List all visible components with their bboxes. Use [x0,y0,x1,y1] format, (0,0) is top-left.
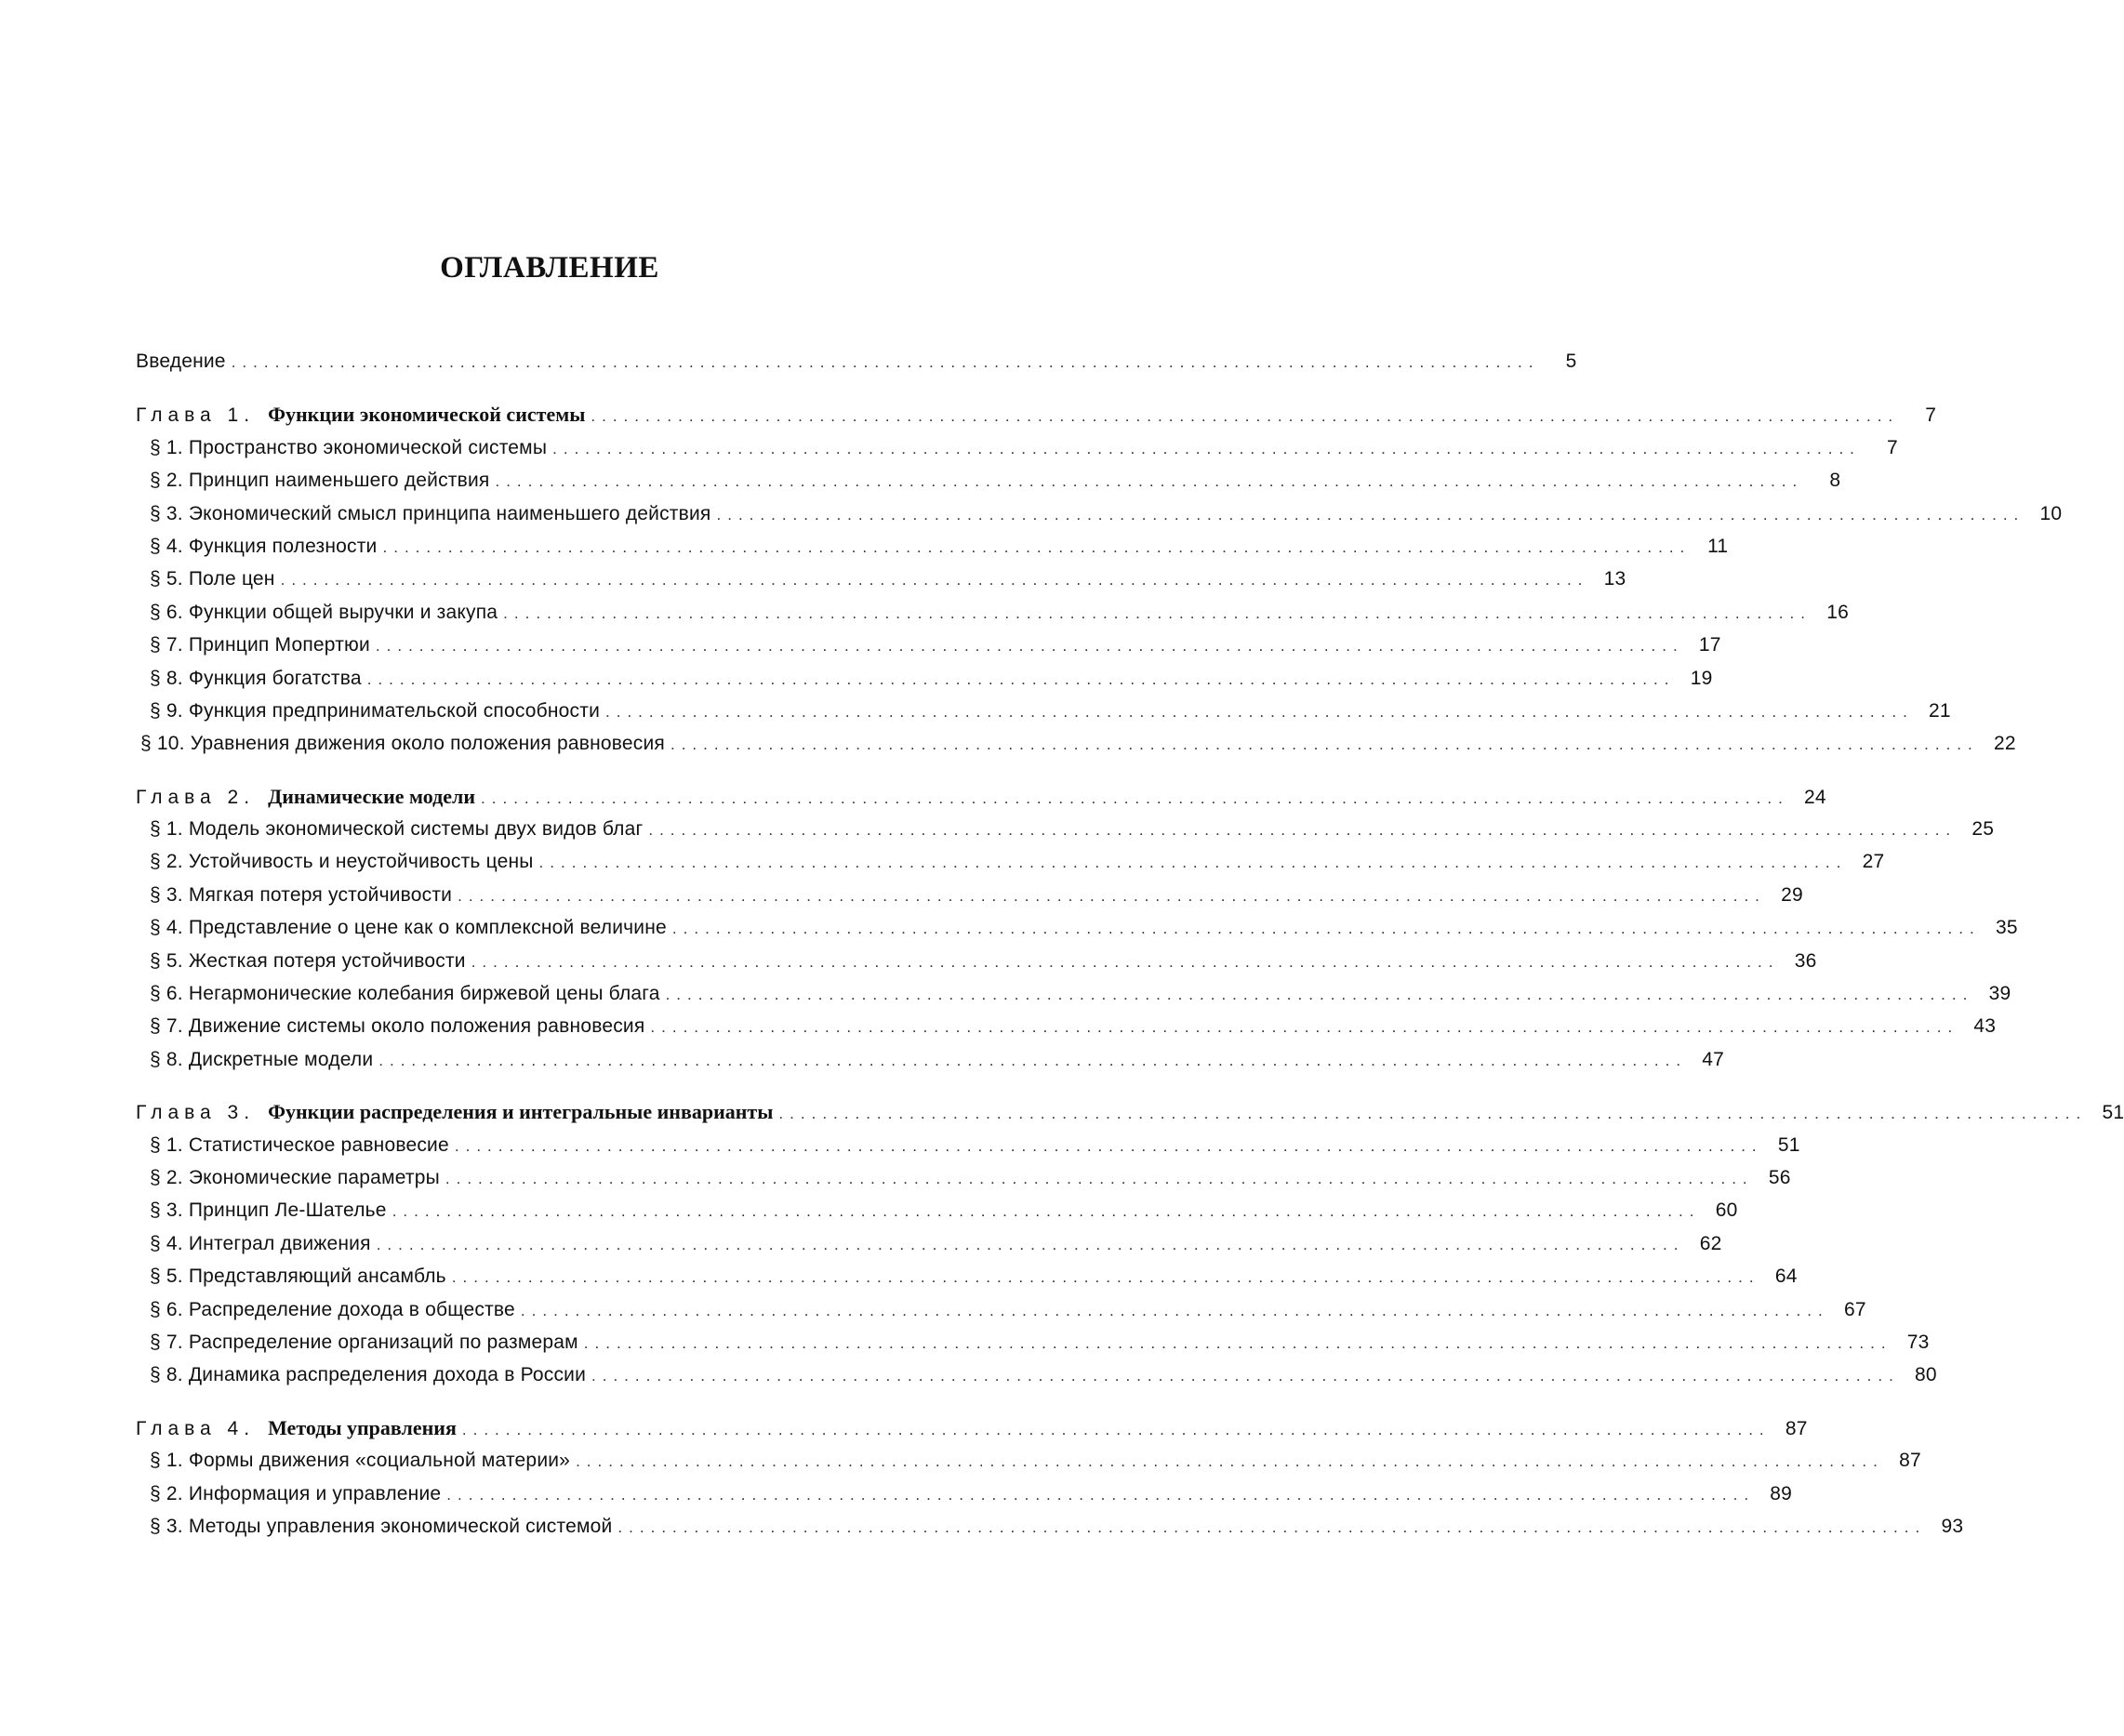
section-label: § 3. Принцип Ле-Шателье [150,1199,387,1222]
page-title: ОГЛАВЛЕНИЕ [440,251,659,285]
toc-section-3-1 [136,1129,1800,1161]
section-label: § 4. Интеграл движения [150,1232,371,1254]
toc-section-2-1 [136,813,1995,845]
section-label: § 4. Представление о цене как о комплексной величине [150,917,667,939]
toc-page-number: 87 [1899,1450,1921,1472]
toc-page-number: 51 [1777,1133,1800,1156]
toc-section-1-7 [136,629,1721,661]
chapter-gap [136,761,962,780]
toc-section-1-9 [136,695,1951,727]
toc-page-number: 22 [1993,733,2016,755]
toc-section-3-6 [136,1293,1866,1326]
leader-dots: ........................................................................................................................ [538,854,1848,872]
leader-dots: ........................................................................................................................ [446,1485,1756,1504]
toc-section-2-6 [136,977,2011,1010]
toc-page-number: 47 [1702,1048,1725,1070]
toc-page-number: 60 [1715,1199,1738,1222]
leader-dots: ........................................................................................................................ [778,1105,2088,1123]
chapter-title: Функции распределения и интегральные инварианты [268,1100,774,1124]
section-label: § 7. Движение системы около положения равновесия [150,1015,645,1038]
toc-entry-label: Введение [136,351,226,372]
toc-page-number: 13 [1603,568,1626,590]
leader-dots: ........................................................................................................................ [670,735,1979,754]
leader-dots: ........................................................................................................................ [445,1169,1754,1187]
leader-dots: ........................................................................................................................ [375,637,1684,656]
leader-dots: ........................................................................................................................ [458,886,1766,905]
toc-page-number: 35 [1995,917,2018,939]
section-label: § 9. Функция предпринимательской способности [150,699,601,722]
toc-section-3-4 [136,1227,1722,1260]
leader-dots: ........................................................................................................................ [481,788,1789,807]
toc-section-1-6 [136,596,1849,629]
toc-section-1-1 [136,431,1898,464]
leader-dots: ........................................................................................................................ [280,571,1589,590]
leader-dots: ........................................................................................................................ [495,472,1804,491]
leader-dots: ........................................................................................................................ [231,353,1540,371]
toc-page-number: 10 [2039,502,2063,524]
section-label: § 6. Функции общей выручки и закупа [150,601,498,623]
section-label: § 6. Распределение дохода в обществе [150,1298,515,1320]
toc-page-number: 7 [1925,404,1937,427]
toc-page-number: 11 [1707,535,1729,557]
leader-dots: ........................................................................................................................ [576,1452,1884,1471]
toc-page-number: 36 [1794,949,1817,972]
toc-section-1-8 [136,662,1713,695]
table-of-contents [136,345,2124,1543]
section-label: § 3. Методы управления экономической системой [150,1515,613,1537]
section-label: § 7. Принцип Мопертюи [150,634,370,656]
section-label: § 4. Функция полезности [150,535,378,557]
toc-page-number: 43 [1973,1015,1997,1038]
toc-page-number: 51 [2102,1102,2124,1124]
toc-section-4-3 [136,1510,1964,1543]
section-label: § 2. Принцип наименьшего действия [150,470,490,492]
toc-section-1-2 [136,464,1841,497]
toc-page-number: 73 [1906,1331,1930,1353]
leader-dots: ........................................................................................................................ [376,1235,1685,1253]
toc-page-number: 67 [1843,1298,1866,1320]
toc-section-3-8 [136,1358,1937,1391]
chapter-title: Динамические модели [268,784,476,808]
toc-page-number: 5 [1565,351,1577,372]
toc-page-number: 89 [1770,1482,1793,1504]
toc-page-number: 64 [1774,1266,1798,1288]
toc-chapter-1 [136,398,1937,431]
chapter-number: Глава 2. [136,786,256,808]
toc-section-4-1 [136,1444,1921,1477]
leader-dots: ........................................................................................................................ [671,920,1981,938]
toc-section-1-3 [136,497,2063,530]
toc-page-number: 56 [1768,1166,1791,1188]
toc-page-number: 87 [1785,1417,1808,1439]
chapter-title: Функции экономической системы [268,403,586,427]
toc-section-2-3 [136,879,1803,911]
section-label: § 10. Уравнения движения около положения равновесия [140,733,665,755]
toc-page-number: 16 [1826,601,1849,623]
toc-section-2-4 [136,911,2018,944]
toc-section-1-5 [136,563,1626,595]
chapter-number: Глава 3. [136,1102,256,1124]
section-label: § 2. Информация и управление [150,1482,442,1504]
section-label: § 1. Модель экономической системы двух видов благ [150,818,644,841]
toc-chapter-2 [136,780,1826,813]
leader-dots: ........................................................................................................................ [605,702,1914,721]
toc-section-4-2 [136,1478,1793,1510]
leader-dots: ........................................................................................................................ [454,1136,1763,1155]
leader-dots: ........................................................................................................................ [366,669,1676,688]
section-label: § 1. Формы движения «социальной материи» [150,1450,571,1472]
chapter-gap [136,1076,962,1095]
section-label: § 7. Распределение организаций по размерам [150,1331,578,1353]
toc-page-number: 7 [1887,436,1898,458]
toc-page-number: 62 [1699,1232,1722,1254]
chapter-title: Методы управления [268,1415,457,1439]
toc-page-number: 25 [1971,818,1995,841]
leader-dots: ........................................................................................................................ [591,1367,1900,1385]
toc-section-3-5 [136,1260,1798,1292]
chapter-gap [136,378,962,398]
leader-dots: ........................................................................................................................ [716,505,2025,523]
toc-section-3-7 [136,1326,1930,1358]
section-label: § 6. Негармонические колебания биржевой цены блага [150,983,660,1005]
leader-dots: ........................................................................................................................ [583,1333,1892,1352]
chapter-number: Глава 1. [136,404,256,427]
toc-section-3-2 [136,1161,1791,1194]
leader-dots: ........................................................................................................................ [382,537,1692,556]
toc-page-number: 39 [1988,983,2011,1005]
toc-page-number: 24 [1804,786,1826,808]
leader-dots: ........................................................................................................................ [503,603,1812,622]
toc-entry-intro [136,345,1577,378]
toc-page-number: 19 [1690,667,1713,689]
section-label: § 2. Экономические параметры [150,1166,440,1188]
chapter-gap [136,1392,962,1411]
chapter-heading [136,398,585,431]
leader-dots: ........................................................................................................................ [648,821,1958,840]
chapter-number: Глава 4. [136,1417,256,1439]
toc-page-number: 93 [1941,1515,1964,1537]
section-label: § 8. Дискретные модели [150,1048,374,1070]
toc-section-1-10 [136,727,2016,760]
chapter-heading [136,1411,457,1445]
toc-chapter-3 [136,1095,2124,1128]
toc-section-1-4 [136,530,1729,563]
toc-page-number: 8 [1829,470,1841,492]
leader-dots: ........................................................................................................................ [461,1420,1771,1438]
section-label: § 5. Жесткая потеря устойчивости [150,949,466,972]
toc-section-2-2 [136,845,1885,878]
leader-dots: ........................................................................................................................ [451,1268,1760,1287]
chapter-heading [136,780,475,814]
section-label: § 3. Экономический смысл принципа наименьшего действия [150,502,711,524]
leader-dots: ........................................................................................................................ [520,1301,1829,1319]
section-label: § 1. Пространство экономической системы [150,436,548,458]
section-label: § 1. Статистическое равновесие [150,1133,449,1156]
toc-page-number: 29 [1781,883,1803,906]
toc-page-number: 17 [1698,634,1721,656]
section-label: § 8. Динамика распределения дохода в России [150,1364,587,1386]
toc-section-2-8 [136,1043,1725,1076]
leader-dots: ........................................................................................................................ [665,986,1974,1004]
leader-dots: ........................................................................................................................ [650,1018,1959,1037]
leader-dots: ........................................................................................................................ [591,407,1900,426]
section-label: § 8. Функция богатства [150,667,362,689]
toc-page-number: 21 [1929,699,1951,722]
toc-section-2-7 [136,1010,1997,1042]
section-label: § 2. Устойчивость и неустойчивость цены [150,851,534,873]
leader-dots: ........................................................................................................................ [552,439,1861,457]
chapter-heading [136,1095,773,1129]
section-label: § 5. Представляющий ансамбль [150,1266,446,1288]
section-label: § 3. Мягкая потеря устойчивости [150,883,453,906]
section-label: § 5. Поле цен [150,568,275,590]
toc-page-number: 27 [1862,851,1885,873]
toc-chapter-4 [136,1411,1808,1444]
leader-dots: ........................................................................................................................ [378,1051,1688,1069]
leader-dots: ........................................................................................................................ [471,952,1780,971]
toc-section-3-3 [136,1194,1738,1226]
toc-section-2-5 [136,945,1817,977]
leader-dots: ........................................................................................................................ [617,1517,1927,1536]
leader-dots: ........................................................................................................................ [392,1202,1701,1221]
toc-page-number: 80 [1915,1364,1937,1386]
